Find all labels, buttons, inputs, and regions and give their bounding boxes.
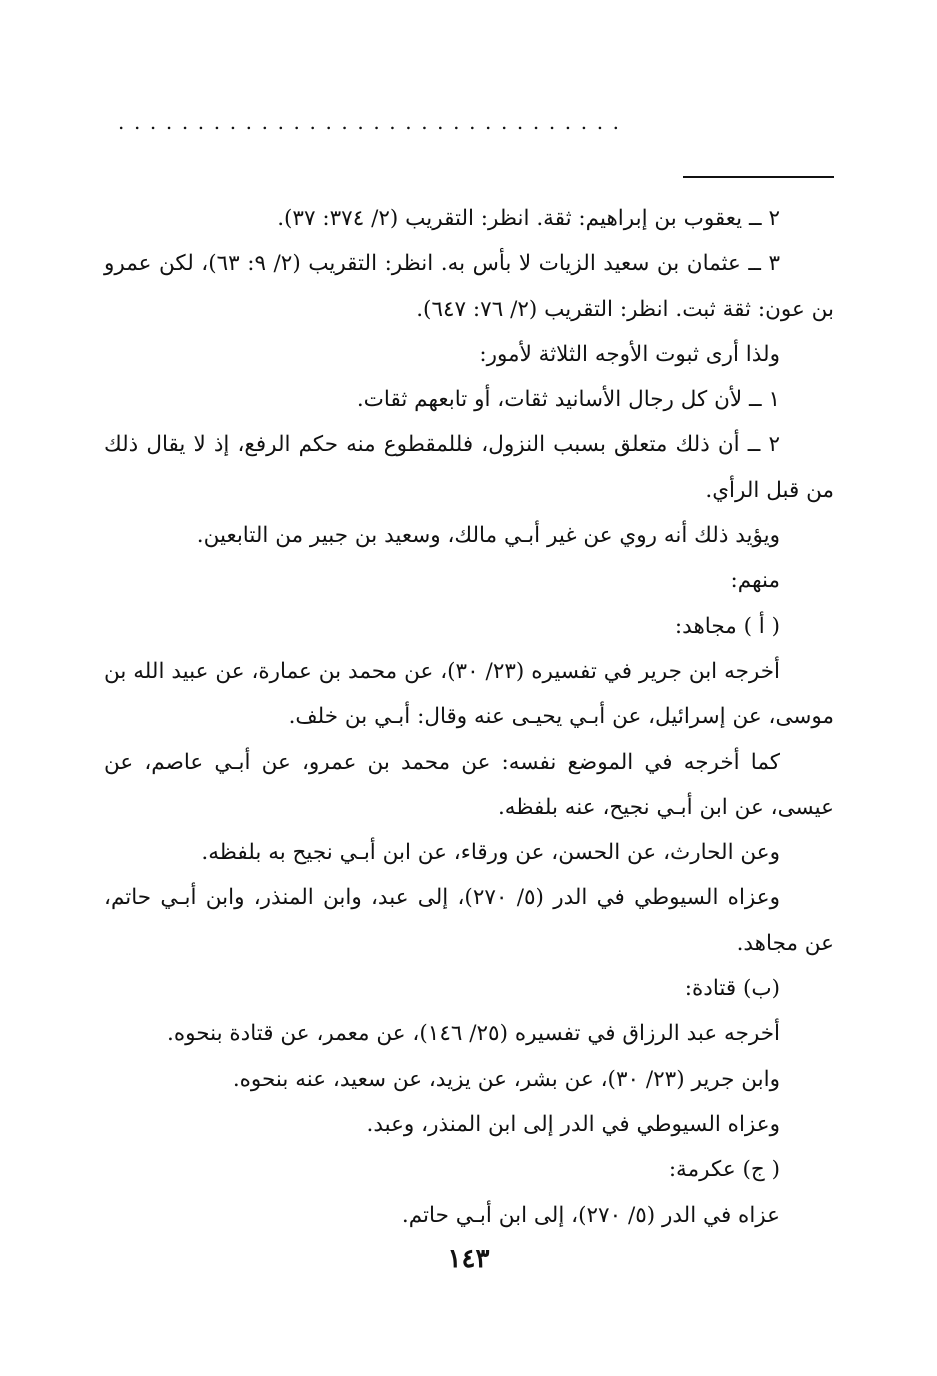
paragraph: ولذا أرى ثبوت الأوجه الثلاثة لأمور: xyxy=(479,341,780,367)
paragraph: (ب) قتادة: xyxy=(684,976,780,1002)
page-body xyxy=(104,196,834,1238)
paragraph: ٣ ــ عثمان بن سعيد الزيات لا بأس به. انظر: التقريب (٢/ ٩: ٦٣)، لكن عمرو بن عون: ثقة ثبت. انظر: التقريب (٢/ ٧٦: ٦٤٧). xyxy=(104,251,834,322)
paragraph: ٢ ــ أن ذلك متعلق بسبب النزول، فللمقطوع منه حكم الرفع، إذ لا يقال ذلك من قبل الرأي. xyxy=(104,432,834,503)
paragraph: ١ ــ لأن كل رجال الأسانيد ثقات، أو تابعهم ثقات. xyxy=(356,387,780,413)
paragraph: وعن الحارث، عن الحسن، عن ورقاء، عن ابن أبـي نجيح به بلفظه. xyxy=(201,840,780,866)
footnote-separator-rule xyxy=(683,176,834,178)
paragraph: وابن جرير (٢٣/ ٣٠)، عن بشر، عن يزيد، عن سعيد، عنه بنحوه. xyxy=(232,1066,780,1092)
page-number: ١٤٣ xyxy=(447,1244,490,1274)
paragraph: عزاه في الدر (٥/ ٢٧٠)، إلى ابن أبـي حاتم. xyxy=(401,1202,780,1228)
paragraph: كما أخرجه في الموضع نفسه: عن محمد بن عمرو، عن أبـي عاصم، عن عيسى، عن ابن أبـي نجيح، عنه بلفظه. xyxy=(104,749,834,820)
paragraph: ( ج) عكرمة: xyxy=(668,1157,780,1183)
paragraph: وعزاه السيوطي في الدر إلى ابن المنذر، وعبد. xyxy=(366,1111,780,1137)
header-dotted-line: ................................ xyxy=(118,112,629,132)
paragraph: ٢ ــ يعقوب بن إبراهيم: ثقة. انظر: التقريب (٢/ ٣٧٤: ٣٧). xyxy=(277,206,780,231)
paragraph: ( أ ) مجاهد: xyxy=(674,613,780,639)
paragraph: ويؤيد ذلك أنه روي عن غير أبـي مالك، وسعيد بن جبير من التابعين. xyxy=(196,523,780,549)
paragraph: أخرجه ابن جرير في تفسيره (٢٣/ ٣٠)، عن محمد بن عمارة، عن عبيد الله بن موسى، عن إسرائيل، عن أبـي يحيـى عنه وقال: أبـي بن خلف. xyxy=(104,658,834,730)
paragraph: منهم: xyxy=(730,568,780,594)
paragraph: وعزاه السيوطي في الدر (٥/ ٢٧٠)، إلى عبد، وابن المنذر، وابن أبـي حاتم، عن مجاهد. xyxy=(104,885,834,956)
paragraph: أخرجه عبد الرزاق في تفسيره (٢٥/ ١٤٦)، عن معمر، عن قتادة بنحوه. xyxy=(167,1021,780,1047)
